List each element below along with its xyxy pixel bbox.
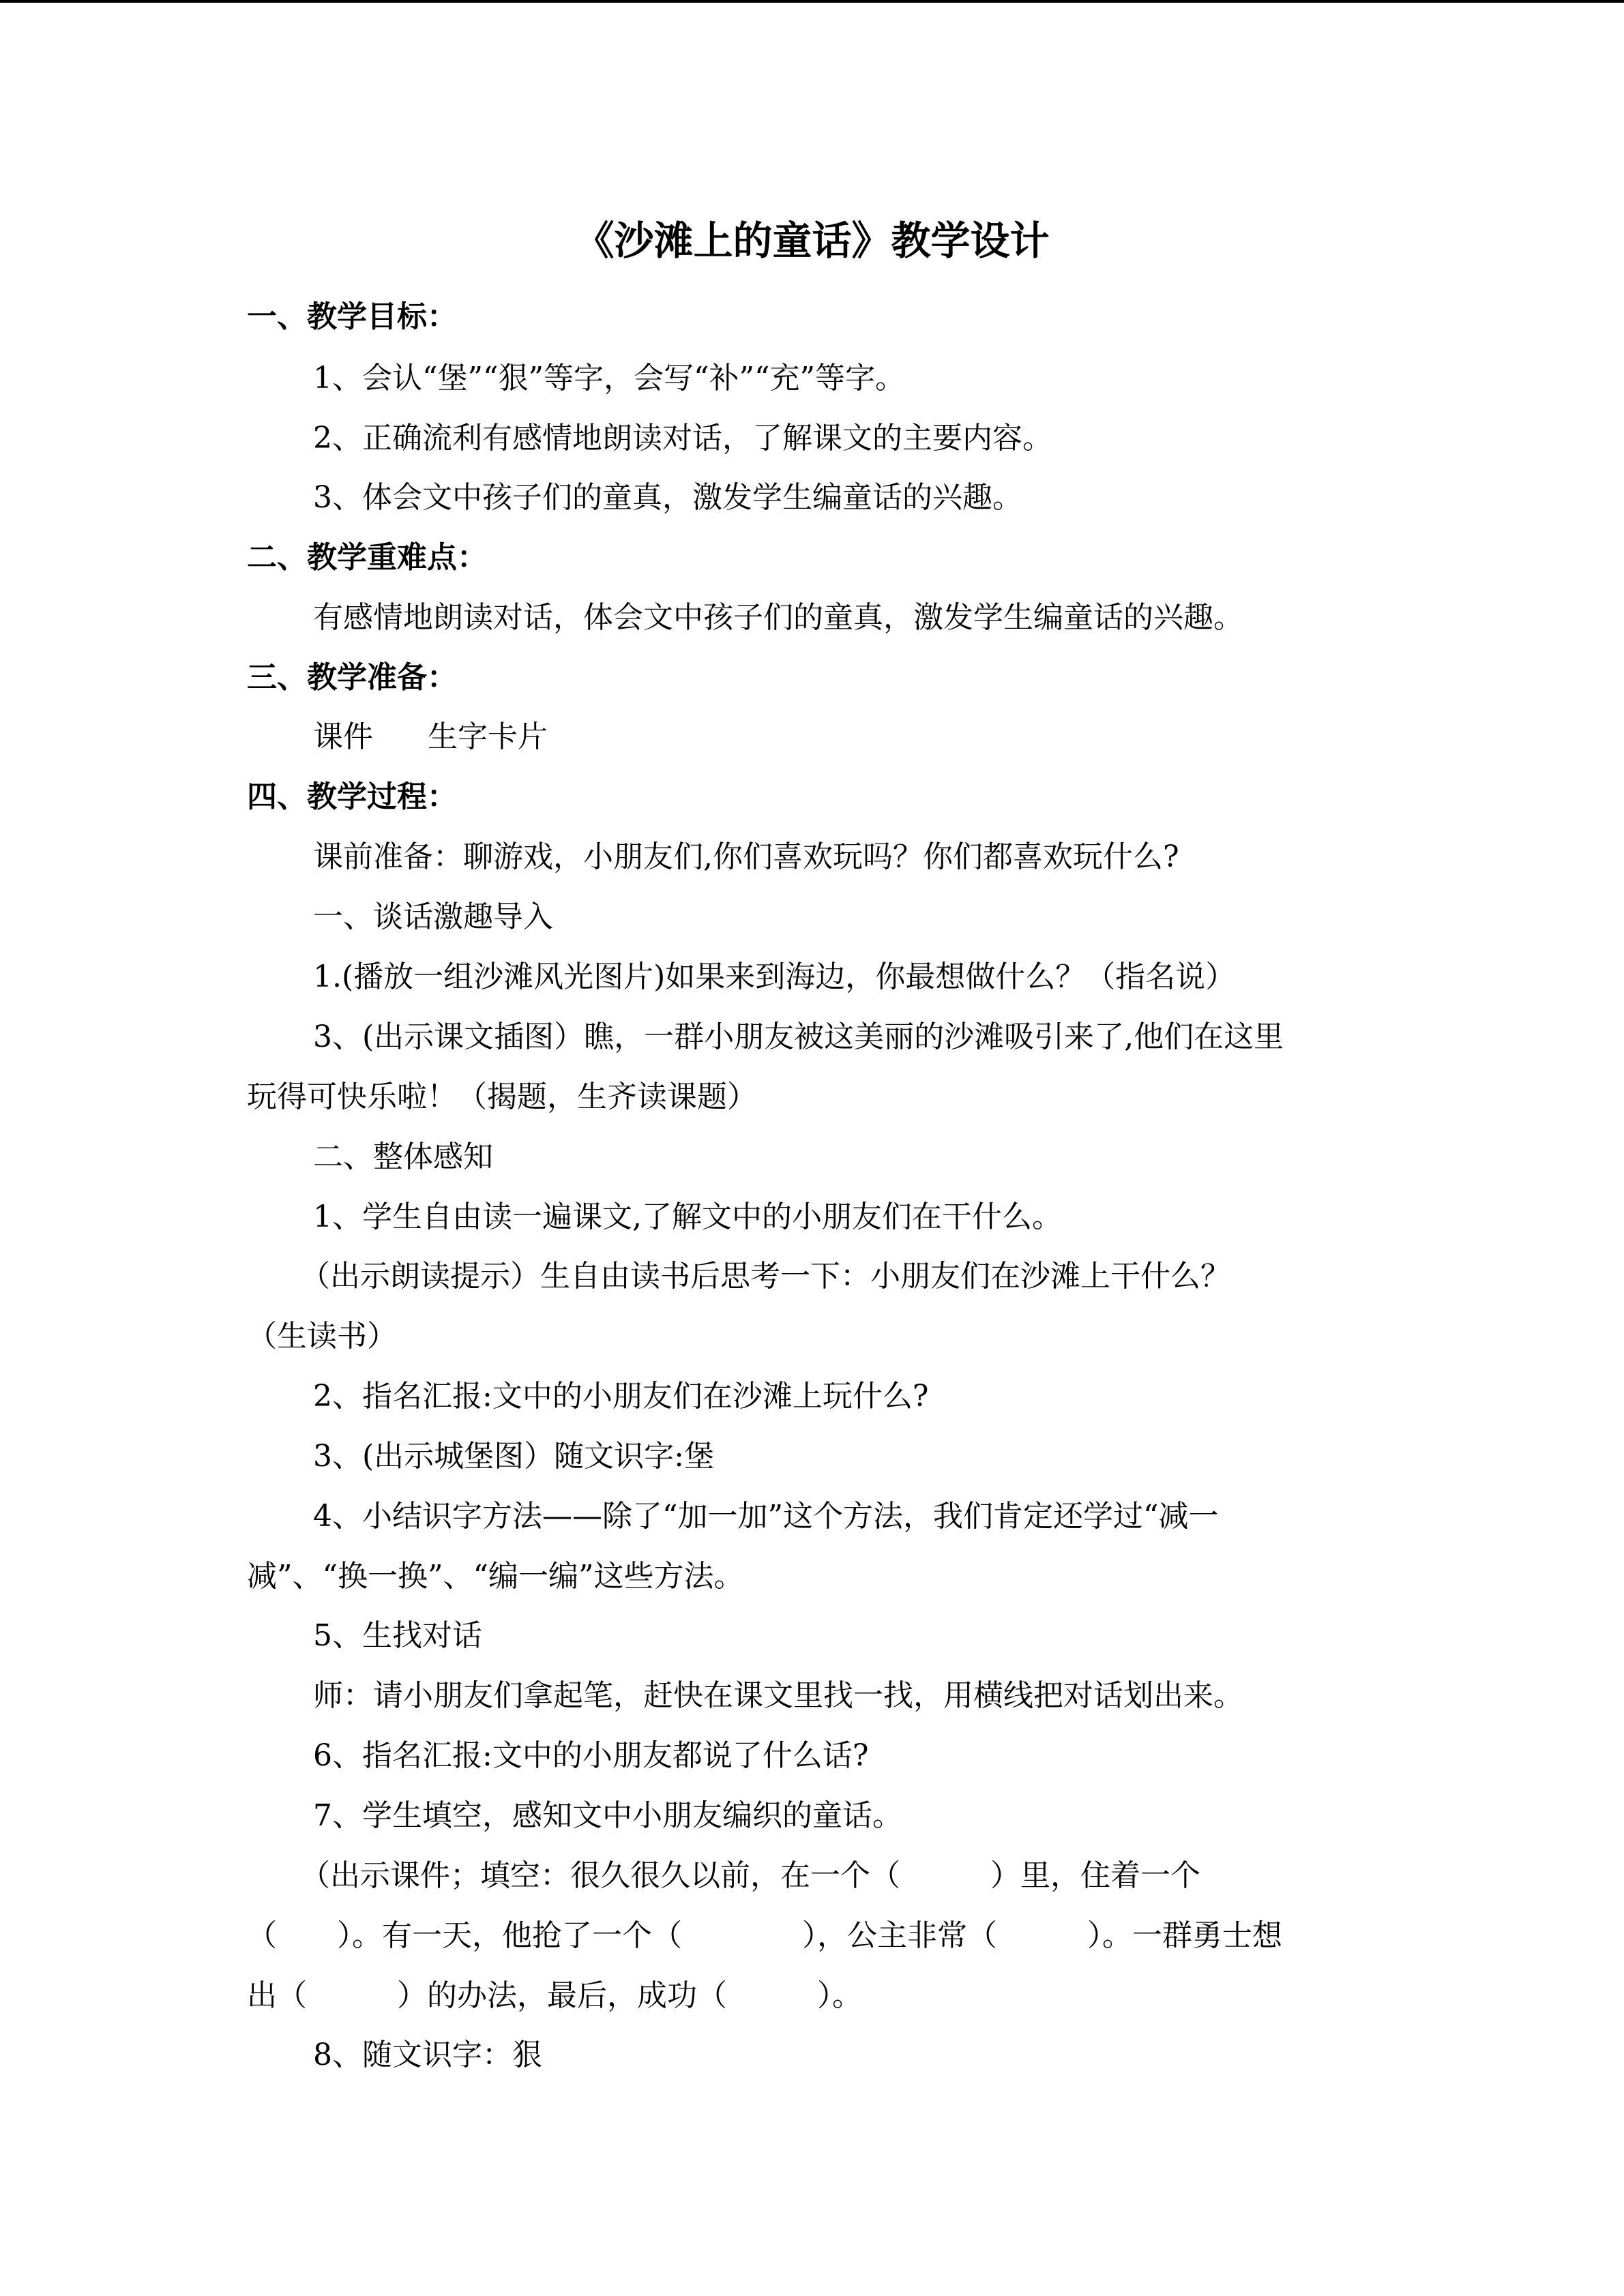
step-text: 3、(出示城堡图）随文识字:堡 [313,1439,714,1474]
document-title: 《沙滩上的童话》教学设计 [574,218,1050,264]
step-text: 3、(出示课文插图）瞧，一群小朋友被这美丽的沙滩吸引来了,他们在这里 [313,1019,1284,1054]
teacher-text: 师：请小朋友们拿起笔，赶快在课文里找一找，用横线把对话划出来。 [313,1678,1243,1713]
step-text: 6、指名汇报:文中的小朋友都说了什么话? [313,1738,869,1773]
fill-blank-text: （出示课件；填空：很久很久以前，在一个（ ）里，住着一个 [300,1858,1200,1893]
goal-item: 3、体会文中孩子们的童真，激发学生编童话的兴趣。 [313,480,1022,515]
preparation-item-courseware: 课件 [313,719,373,754]
step-text: 1、学生自由读一遍课文,了解文中的小朋友们在干什么。 [313,1199,1062,1234]
section-heading-process: 四、教学过程： [247,779,457,814]
preparation-items [313,717,548,758]
step-text-continued: （生读书） [247,1319,397,1354]
fill-blank-text: 出（ ）的办法，最后，成功（ ）。 [247,1978,862,2013]
fill-blank-text: （ ）。有一天，他抢了一个（ ），公主非常（ ）。一群勇士想 [247,1918,1282,1953]
key-points-text: 有感情地朗读对话，体会文中孩子们的童真，激发学生编童话的兴趣。 [313,600,1243,635]
section-heading-goals: 一、教学目标： [247,299,457,334]
step-text-continued: 玩得可快乐啦！（揭题，生齐读课题） [247,1079,757,1114]
step-text: 7、学生填空，感知文中小朋友编织的童话。 [313,1798,902,1833]
part-title: 二、整体感知 [313,1139,493,1174]
step-text: 1.(播放一组沙滩风光图片)如果来到海边，你最想做什么？（指名说） [313,959,1236,994]
step-text-continued: 减”、“换一换”、“编一编”这些方法。 [247,1559,744,1594]
step-text: 8、随文识字：狠 [313,2038,542,2072]
goal-item: 2、正确流利有感情地朗读对话，了解课文的主要内容。 [313,421,1052,456]
step-text: 4、小结识字方法——除了“加一加”这个方法，我们肯定还学过“减一 [313,1499,1219,1534]
section-heading-preparation: 三、教学准备： [247,660,457,695]
step-text: （出示朗读提示）生自由读书后思考一下：小朋友们在沙滩上干什么？ [300,1259,1230,1294]
step-text: 5、生找对话 [313,1618,482,1653]
preparation-item-cards: 生字卡片 [428,719,548,754]
part-title: 一、谈话激趣导入 [313,899,553,934]
goal-item: 1、会认“堡”“狠”等字，会写“补”“充”等字。 [313,361,905,396]
step-text: 2、指名汇报:文中的小朋友们在沙滩上玩什么? [313,1379,929,1414]
pre-class-text: 课前准备：聊游戏，小朋友们,你们喜欢玩吗？你们都喜欢玩什么? [313,839,1179,874]
section-heading-key-points: 二、教学重难点： [247,540,487,575]
